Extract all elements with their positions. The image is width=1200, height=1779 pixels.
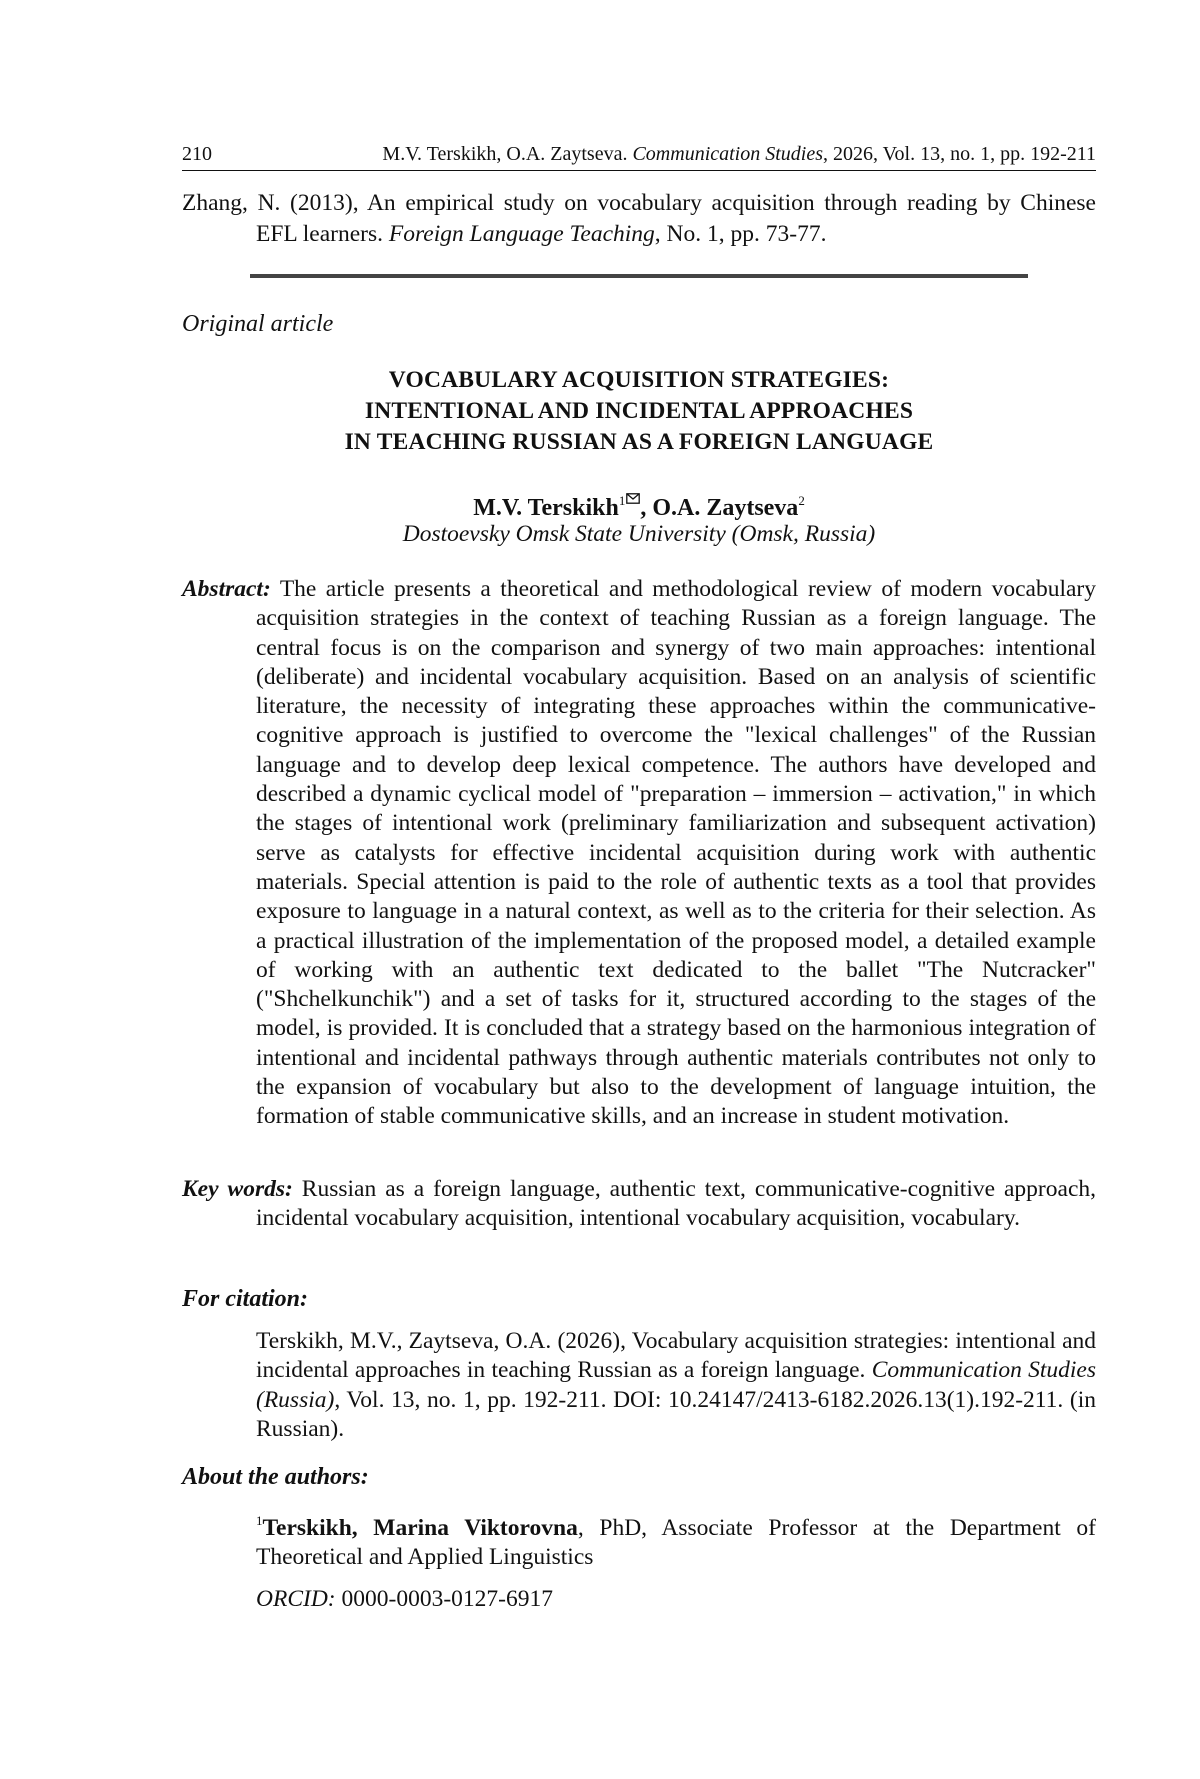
running-authors: M.V. Terskikh, O.A. Zaytseva. bbox=[382, 143, 628, 165]
title-line: IN TEACHING RUSSIAN AS A FOREIGN LANGUAGE bbox=[344, 429, 934, 455]
citation-end[interactable]: , Vol. 13, no. 1, pp. 192-211. DOI: 10.24147/2413-6182.2026.13(1).192-211. (in Russian). bbox=[256, 1386, 1096, 1442]
abstract-label: Abstract: bbox=[182, 576, 271, 602]
abstract bbox=[182, 575, 1096, 1132]
author-bio-name: Terskikh, Marina Viktorovna bbox=[262, 1515, 578, 1541]
affiliation: Dostoevsky Omsk State University (Omsk, Russia) bbox=[402, 521, 876, 547]
orcid-label: ORCID: bbox=[256, 1586, 336, 1612]
running-details: , 2026, Vol. 13, no. 1, pp. 192-211 bbox=[823, 143, 1096, 165]
header-rule bbox=[182, 170, 1096, 171]
keywords-text: Russian as a foreign language, authentic text, communicative-cognitive approach, incidental vocabulary acquisition, intentional vocabulary acquisition, vocabulary. bbox=[256, 1176, 1096, 1232]
title-line: INTENTIONAL AND INCIDENTAL APPROACHES bbox=[364, 398, 914, 424]
title-line: VOCABULARY ACQUISITION STRATEGIES: bbox=[388, 367, 890, 393]
page-number: 210 bbox=[182, 143, 212, 165]
reference-text: Zhang, N. (2013), An empirical study on vocabulary acquisition through reading by Chinese EFL learners. bbox=[182, 190, 1096, 247]
reference-end: , No. 1, pp. 73-77. bbox=[654, 221, 827, 247]
citation-label: For citation: bbox=[182, 1286, 309, 1312]
article-divider bbox=[250, 274, 1028, 278]
orcid-value[interactable]: 0000-0003-0127-6917 bbox=[335, 1586, 553, 1612]
author-affiliation-mark: 2 bbox=[798, 493, 805, 508]
mail-icon[interactable] bbox=[626, 484, 640, 511]
article-title bbox=[182, 365, 1096, 458]
author-name[interactable]: M.V. Terskikh bbox=[473, 495, 619, 521]
author-affiliation-mark: 1 bbox=[618, 493, 626, 508]
author-separator: , bbox=[640, 495, 653, 521]
author-name[interactable]: O.A. Zaytseva bbox=[652, 495, 799, 521]
running-head bbox=[182, 143, 1096, 166]
author-bio-text: , PhD, Associate Professor at the Department of Theoretical and Applied Linguistics bbox=[256, 1515, 1096, 1571]
author-bio-mark: 1 bbox=[256, 1513, 263, 1528]
running-title bbox=[212, 143, 1096, 166]
citation-journal: Communication Studies (Russia) bbox=[256, 1357, 1096, 1413]
keywords-label: Key words: bbox=[182, 1176, 293, 1202]
authors-line bbox=[182, 484, 1096, 522]
citation-text bbox=[256, 1327, 1096, 1444]
running-journal: Communication Studies bbox=[632, 143, 824, 165]
citation-start: Terskikh, M.V., Zaytseva, O.A. (2026), Vocabulary acquisition strategies: intentional and incidental approaches in teaching Russian as a foreign language. bbox=[256, 1328, 1096, 1384]
author-bio bbox=[256, 1506, 1096, 1573]
about-authors-label: About the authors: bbox=[182, 1464, 369, 1490]
orcid bbox=[256, 1585, 1096, 1614]
reference-source: Foreign Language Teaching bbox=[388, 221, 655, 247]
article-type: Original article bbox=[182, 311, 334, 337]
previous-reference bbox=[182, 188, 1096, 250]
abstract-text: The article presents a theoretical and methodological review of modern vocabulary acquisition strategies in the context of teaching Russian as a foreign language. The central focus is on the comparison and synergy of two main approaches: intentional (deliberate) and incidental vocabulary acquisition. Based on an analysis of scientific literature, the necessity of integrating these approaches within the communicative-cognitive approach is justified to overcome the "lexical challenges" of the Russian language and to develop deep lexical competence. The authors have developed and described a dynamic cyclical model of "preparation – immersion – activation," in which the stages of intentional work (preliminary familiarization and subsequent activation) serve as catalysts for effective incidental acquisition during work with authentic materials. Special attention is paid to the role of authentic texts as a tool that provides exposure to language in a natural context, as well as to the criteria for their selection. As a practical illustration of the implementation of the proposed model, a detailed example of working with an authentic text dedicated to the ballet "The Nutcracker" ("Shchelkunchik") and a set of tasks for it, structured according to the stages of the model, is provided. It is concluded that a strategy based on the harmonious integration of intentional and incidental pathways through authentic materials contributes not only to the expansion of vocabulary but also to the development of language intuition, the formation of stable communicative skills, and an increase in student motivation. bbox=[256, 576, 1096, 1130]
keywords bbox=[182, 1175, 1096, 1234]
